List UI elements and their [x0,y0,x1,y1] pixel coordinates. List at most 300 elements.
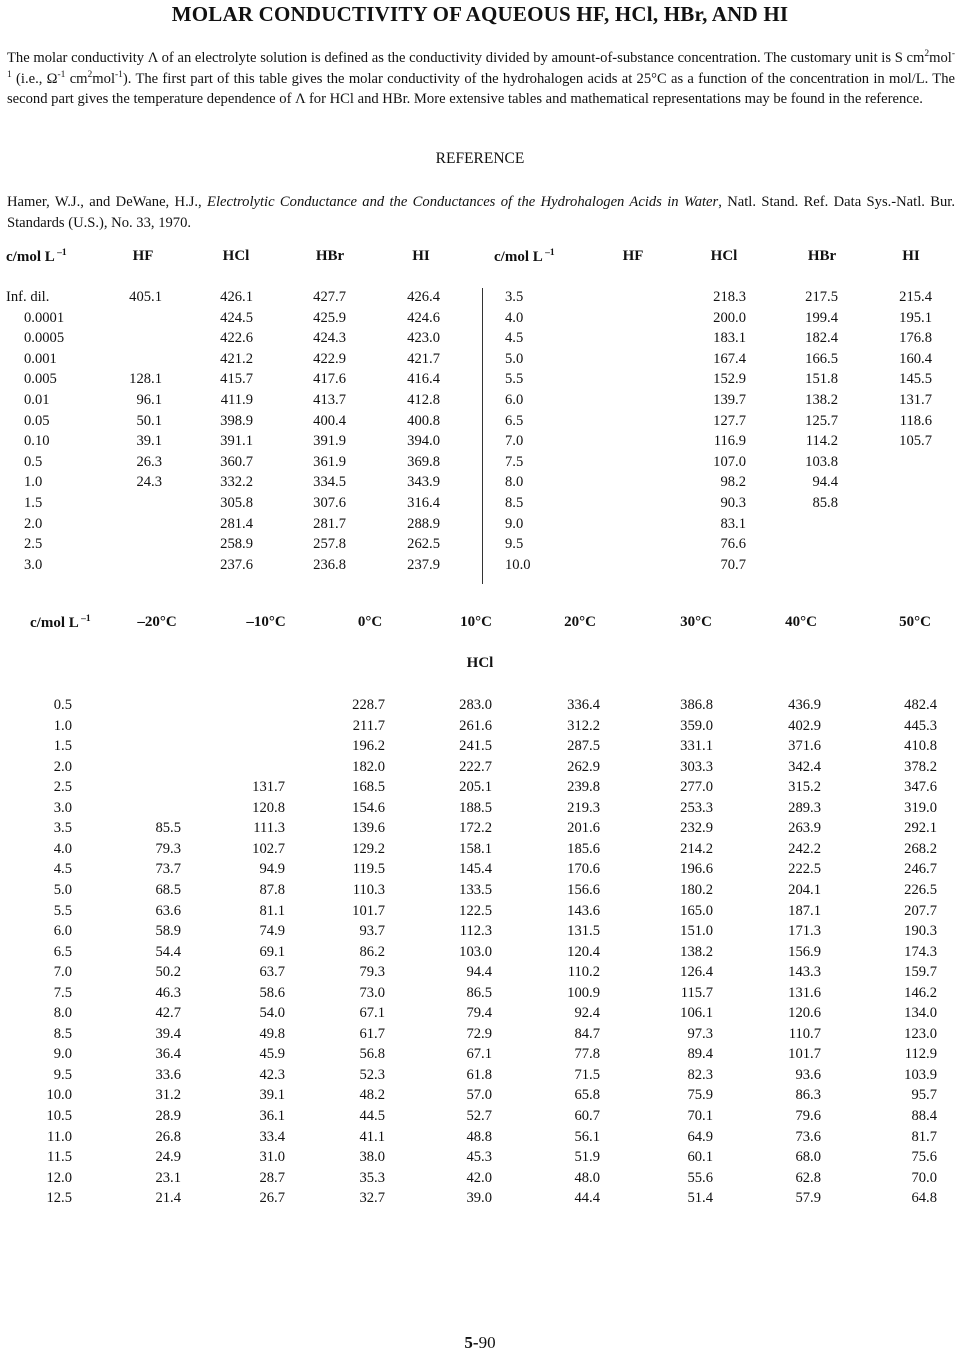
concentration-cell: 9.5 [53,1066,72,1083]
value-cell: 423.0 [407,330,440,347]
value-cell: 160.4 [899,350,932,367]
value-cell: 93.6 [795,1066,821,1083]
value-cell: 112.3 [459,923,492,940]
concentration-cell: 0.5 [53,697,72,713]
value-cell: 84.7 [574,1025,600,1042]
value-cell: 77.8 [574,1046,600,1063]
value-cell: 205.1 [459,779,492,796]
value-cell: 32.7 [359,1190,385,1207]
value-cell: 422.9 [313,350,346,367]
value-cell: 86.3 [795,1087,821,1104]
value-cell: 226.5 [904,881,937,898]
value-cell: 154.6 [352,799,385,816]
column-header: HI [412,248,430,264]
value-cell: 23.1 [155,1169,181,1186]
value-cell: 89.4 [687,1046,713,1063]
value-cell: 57.9 [795,1190,821,1207]
value-cell: 87.8 [259,881,285,898]
column-header: –20°C [137,614,177,630]
value-cell: 331.1 [680,738,713,755]
value-cell: 57.0 [466,1087,492,1104]
value-cell: 289.3 [788,799,821,816]
value-cell: 83.1 [720,515,746,532]
value-cell: 292.1 [904,820,937,837]
concentration-cell: 6.0 [505,392,524,408]
concentration-cell: 11.0 [47,1128,72,1145]
value-cell: 76.6 [720,536,746,553]
value-cell: 70.1 [687,1108,713,1124]
value-cell: 143.3 [788,964,821,981]
value-cell: 182.4 [805,330,838,347]
value-cell: 424.6 [407,309,440,326]
value-cell: 200.0 [713,309,746,326]
value-cell: 26.3 [136,453,162,470]
value-cell: 45.3 [466,1149,492,1166]
value-cell: 62.8 [795,1169,821,1186]
value-cell: 85.8 [812,495,838,511]
value-cell: 190.3 [904,923,937,940]
value-cell: 33.6 [155,1066,181,1083]
value-cell: 426.4 [407,289,440,305]
value-cell: 52.3 [359,1066,385,1083]
value-cell: 319.0 [904,799,937,816]
concentration-cell: 0.5 [24,453,43,470]
value-cell: 125.7 [805,412,838,429]
value-cell: 402.9 [788,717,821,734]
value-cell: 152.9 [713,371,746,388]
value-cell: 253.3 [680,799,713,816]
concentration-cell: Inf. dil. [6,289,50,305]
value-cell: 101.7 [788,1046,821,1063]
value-cell: 44.4 [574,1190,600,1207]
value-cell: 391.1 [220,433,253,450]
value-cell: 400.4 [313,412,346,429]
value-cell: 42.3 [259,1066,285,1083]
value-cell: 342.4 [788,758,821,775]
value-cell: 75.6 [911,1149,937,1166]
value-cell: 332.2 [220,474,253,491]
value-cell: 93.7 [359,923,385,940]
concentration-cell: 4.0 [53,840,72,857]
value-cell: 133.5 [459,881,492,898]
value-cell: 48.8 [466,1128,492,1145]
value-cell: 52.7 [466,1108,492,1124]
value-cell: 262.9 [567,758,600,775]
value-cell: 139.7 [713,392,746,408]
concentration-cell: 9.0 [505,515,524,532]
value-cell: 427.7 [313,289,346,305]
value-cell: 115.7 [680,984,713,1001]
value-cell: 281.7 [313,515,346,532]
value-cell: 36.4 [155,1046,181,1063]
value-cell: 413.7 [313,392,346,408]
value-cell: 51.4 [687,1190,713,1207]
value-cell: 196.6 [680,861,713,878]
value-cell: 369.8 [407,453,440,470]
value-cell: 138.2 [680,943,713,960]
value-cell: 436.9 [788,697,821,713]
value-cell: 237.9 [407,556,440,573]
value-cell: 35.3 [359,1169,385,1186]
value-cell: 67.1 [466,1046,492,1063]
value-cell: 196.2 [352,738,385,755]
value-cell: 398.9 [220,412,253,429]
concentration-cell: 0.005 [24,371,57,388]
value-cell: 232.9 [680,820,713,837]
value-cell: 360.7 [220,453,253,470]
concentration-cell: 7.0 [505,433,524,450]
concentration-cell: 7.5 [505,453,524,470]
value-cell: 166.5 [805,350,838,367]
value-cell: 106.1 [680,1005,713,1022]
value-cell: 103.8 [805,453,838,470]
value-cell: 50.1 [136,412,162,429]
concentration-cell: 10.0 [505,556,531,573]
concentration-cell: 0.10 [24,433,50,450]
value-cell: 63.7 [259,964,285,981]
value-cell: 378.2 [904,758,937,775]
value-cell: 261.6 [459,717,492,734]
value-cell: 187.1 [788,902,821,919]
intro-paragraph: The molar conductivity Λ of an electrolyte solution is defined as the conductivity divided by amount-of-substance concentration. The customary unit is S $cm^2mol^{-1}$ (i.e., $\Omega^{-1}$ $cm^2mol^{-1}$). The first part of this table gives the molar conductivity of the hydrohalogen acids at 25°C as a function of the concentration in mol/L. The second part gives the temperature dependence of Λ for HCl and HBr. More extensive tables and mathematical representations may be found in the reference. [7,49,955,107]
value-cell: 312.2 [567,717,600,734]
concentration-cell: 10.0 [46,1087,72,1104]
value-cell: 424.5 [220,309,253,326]
value-cell: 70.0 [911,1169,937,1186]
value-cell: 120.4 [567,943,600,960]
value-cell: 119.5 [352,861,385,878]
concentration-cell: 0.0005 [24,330,65,347]
value-cell: 68.0 [795,1149,821,1166]
column-header: c/mol L $^{-1}$ [30,614,91,631]
value-cell: 38.0 [359,1149,385,1166]
value-cell: 94.4 [466,964,492,981]
value-cell: 39.1 [136,433,162,450]
concentration-cell: 6.5 [505,412,524,429]
column-header: HBr [807,248,837,264]
column-header: 40°C [785,614,817,630]
value-cell: 182.0 [352,758,385,775]
concentration-cell: 6.0 [53,923,72,940]
value-cell: 79.4 [466,1005,492,1022]
value-cell: 24.9 [155,1149,181,1166]
value-cell: 55.6 [687,1169,713,1186]
concentration-cell: 8.5 [53,1025,72,1042]
value-cell: 176.8 [899,330,932,347]
concentration-cell: 5.0 [505,350,524,367]
value-cell: 242.2 [788,840,821,857]
value-cell: 421.7 [407,350,440,367]
value-cell: 156.9 [788,943,821,960]
value-cell: 101.7 [352,902,385,919]
column-header: HCl [222,248,250,264]
value-cell: 307.6 [313,495,346,511]
column-header: HCl [710,248,738,264]
value-cell: 207.7 [904,902,937,919]
value-cell: 167.4 [713,350,746,367]
concentration-cell: 7.5 [53,984,72,1001]
value-cell: 100.9 [567,984,600,1001]
value-cell: 63.6 [155,902,181,919]
value-cell: 195.1 [899,309,932,326]
value-cell: 54.4 [155,943,181,960]
concentration-cell: 7.0 [53,964,72,981]
concentration-cell: 2.0 [53,758,72,775]
concentration-cell: 8.0 [505,474,524,491]
value-cell: 86.2 [359,943,385,960]
value-cell: 416.4 [407,371,440,388]
concentration-cell: 9.5 [505,536,524,553]
value-cell: 73.0 [359,984,385,1001]
concentration-cell: 4.5 [505,330,524,347]
section-label-hcl: HCl [466,655,494,671]
value-cell: 39.4 [155,1025,181,1042]
column-header: 0°C [357,614,383,630]
value-cell: 263.9 [788,820,821,837]
value-cell: 58.6 [259,984,285,1001]
value-cell: 44.5 [359,1108,385,1124]
value-cell: 24.3 [136,474,162,491]
value-cell: 201.6 [567,820,600,837]
value-cell: 72.9 [466,1025,492,1042]
value-cell: 334.5 [313,474,346,491]
value-cell: 126.4 [680,964,713,981]
value-cell: 156.6 [567,881,600,898]
concentration-cell: 8.0 [53,1005,72,1022]
value-cell: 315.2 [788,779,821,796]
value-cell: 81.7 [911,1128,937,1145]
column-header: HBr [315,248,345,264]
value-cell: 26.7 [259,1190,285,1207]
value-cell: 128.1 [129,371,162,388]
value-cell: 49.8 [259,1025,285,1042]
value-cell: 262.5 [407,536,440,553]
concentration-cell: 4.5 [53,861,72,878]
value-cell: 151.0 [680,923,713,940]
value-cell: 188.5 [459,799,492,816]
value-cell: 222.5 [788,861,821,878]
value-cell: 425.9 [313,309,346,326]
value-cell: 412.8 [407,392,440,408]
value-cell: 258.9 [220,536,253,553]
value-cell: 21.4 [155,1190,181,1207]
column-header: HF [622,248,644,264]
concentration-cell: 1.0 [53,717,72,734]
concentration-cell: 6.5 [53,943,72,960]
value-cell: 165.0 [680,902,713,919]
value-cell: 171.3 [788,923,821,940]
value-cell: 228.7 [352,697,385,713]
value-cell: 60.1 [687,1149,713,1166]
value-cell: 303.3 [680,758,713,775]
value-cell: 131.5 [567,923,600,940]
concentration-cell: 1.5 [24,495,43,511]
value-cell: 26.8 [155,1128,181,1145]
value-cell: 145.4 [459,861,492,878]
value-cell: 417.6 [313,371,346,388]
concentration-cell: 0.001 [24,350,57,367]
value-cell: 28.7 [259,1169,285,1186]
value-cell: 88.4 [911,1108,937,1124]
value-cell: 97.3 [687,1025,713,1042]
value-cell: 118.6 [899,412,932,429]
concentration-cell: 3.5 [505,289,524,305]
value-cell: 421.2 [220,350,253,367]
column-header: 50°C [899,614,931,630]
value-cell: 343.9 [407,474,440,491]
value-cell: 33.4 [259,1128,285,1145]
concentration-cell: 3.5 [53,820,72,837]
value-cell: 75.9 [687,1087,713,1104]
concentration-cell: 11.5 [47,1149,72,1166]
value-cell: 359.0 [680,717,713,734]
value-cell: 138.2 [805,392,838,408]
concentration-cell: 3.0 [53,799,72,816]
value-cell: 151.8 [805,371,838,388]
page-number: 5-90 [464,1333,496,1352]
value-cell: 445.3 [904,717,937,734]
value-cell: 103.0 [459,943,492,960]
value-cell: 42.7 [155,1005,181,1022]
value-cell: 347.6 [904,779,937,796]
value-cell: 143.6 [567,902,600,919]
concentration-cell: 0.01 [24,392,50,408]
concentration-cell: 12.5 [46,1190,72,1207]
value-cell: 185.6 [567,840,600,857]
value-cell: 64.8 [911,1190,937,1207]
value-cell: 74.9 [259,923,285,940]
concentration-cell: 5.0 [53,881,72,898]
column-header: HI [902,248,920,264]
value-cell: 86.5 [466,984,492,1001]
value-cell: 92.4 [574,1005,600,1022]
value-cell: 110.2 [567,964,600,981]
value-cell: 114.2 [805,433,838,450]
column-header: HF [132,248,154,264]
value-cell: 42.0 [466,1169,492,1186]
value-cell: 56.1 [574,1128,600,1145]
value-cell: 69.1 [259,943,285,960]
value-cell: 58.9 [155,923,181,940]
value-cell: 127.7 [713,412,746,429]
value-cell: 41.1 [359,1128,385,1145]
value-cell: 81.1 [259,902,285,919]
value-cell: 48.2 [359,1087,385,1104]
concentration-cell: 1.5 [53,738,72,755]
value-cell: 239.8 [567,779,600,796]
value-cell: 102.7 [252,840,285,857]
value-cell: 94.4 [812,474,838,491]
value-cell: 64.9 [687,1128,713,1145]
value-cell: 95.7 [911,1087,937,1104]
concentration-cell: 0.0001 [24,309,65,326]
value-cell: 371.6 [788,738,821,755]
concentration-cell: 9.0 [53,1046,72,1063]
value-cell: 236.8 [313,556,346,573]
value-cell: 394.0 [407,433,440,450]
concentration-cell: 12.0 [46,1169,72,1186]
value-cell: 110.7 [788,1025,821,1042]
value-cell: 214.2 [680,840,713,857]
value-cell: 96.1 [136,392,162,408]
value-cell: 422.6 [220,330,253,347]
value-cell: 219.3 [567,799,600,816]
concentration-cell: 0.05 [24,412,50,429]
value-cell: 98.2 [720,474,746,491]
value-cell: 183.1 [713,330,746,347]
value-cell: 217.5 [805,289,838,305]
value-cell: 68.5 [155,881,181,898]
value-cell: 482.4 [904,697,937,713]
value-cell: 31.2 [155,1087,181,1104]
value-cell: 158.1 [459,840,492,857]
concentration-cell: 1.0 [24,474,43,491]
concentration-cell: 3.0 [24,556,43,573]
value-cell: 71.5 [574,1066,600,1083]
value-cell: 391.9 [313,433,346,450]
value-cell: 277.0 [680,779,713,796]
concentration-cell: 5.5 [53,902,72,919]
value-cell: 73.7 [155,861,181,878]
value-cell: 116.9 [713,433,746,450]
value-cell: 56.8 [359,1046,385,1063]
column-header: 20°C [564,614,596,630]
concentration-cell: 8.5 [505,495,524,511]
value-cell: 139.6 [352,820,385,837]
value-cell: 218.3 [713,289,746,305]
reference-citation: Hamer, W.J., and DeWane, H.J., Electrolytic Conductance and the Conductances of the Hydrohalogen Acids in Water, Natl. Stand. Ref. Data Sys.-Natl. Bur. Standards (U.S.), No. 33, 1970. [7,194,955,231]
value-cell: 120.6 [788,1005,821,1022]
value-cell: 39.0 [466,1190,492,1207]
value-cell: 46.3 [155,984,181,1001]
column-header: c/mol L $^{-1}$ [494,248,555,265]
value-cell: 172.2 [459,820,492,837]
value-cell: 82.3 [687,1066,713,1083]
value-cell: 246.7 [904,861,937,878]
value-cell: 287.5 [567,738,600,755]
value-cell: 70.7 [720,556,746,573]
value-cell: 65.8 [574,1087,600,1104]
value-cell: 90.3 [720,495,746,511]
value-cell: 73.6 [795,1128,821,1145]
value-cell: 146.2 [904,984,937,1001]
value-cell: 170.6 [567,861,600,878]
value-cell: 54.0 [259,1005,285,1022]
value-cell: 386.8 [680,697,713,713]
value-cell: 288.9 [407,515,440,532]
column-header: –10°C [246,614,286,630]
value-cell: 145.5 [899,371,932,388]
value-cell: 60.7 [574,1108,600,1124]
value-cell: 426.1 [220,289,253,305]
value-cell: 283.0 [459,697,492,713]
value-cell: 45.9 [259,1046,285,1063]
value-cell: 222.7 [459,758,492,775]
value-cell: 111.3 [253,820,285,837]
value-cell: 316.4 [407,495,440,511]
value-cell: 110.3 [352,881,385,898]
value-cell: 361.9 [313,453,346,470]
value-cell: 199.4 [805,309,838,326]
value-cell: 215.4 [899,289,932,305]
value-cell: 61.8 [466,1066,492,1083]
value-cell: 180.2 [680,881,713,898]
value-cell: 281.4 [220,515,253,532]
value-cell: 39.1 [259,1087,285,1104]
value-cell: 51.9 [574,1149,600,1166]
column-header: c/mol L $^{-1}$ [6,248,67,265]
value-cell: 67.1 [359,1005,385,1022]
